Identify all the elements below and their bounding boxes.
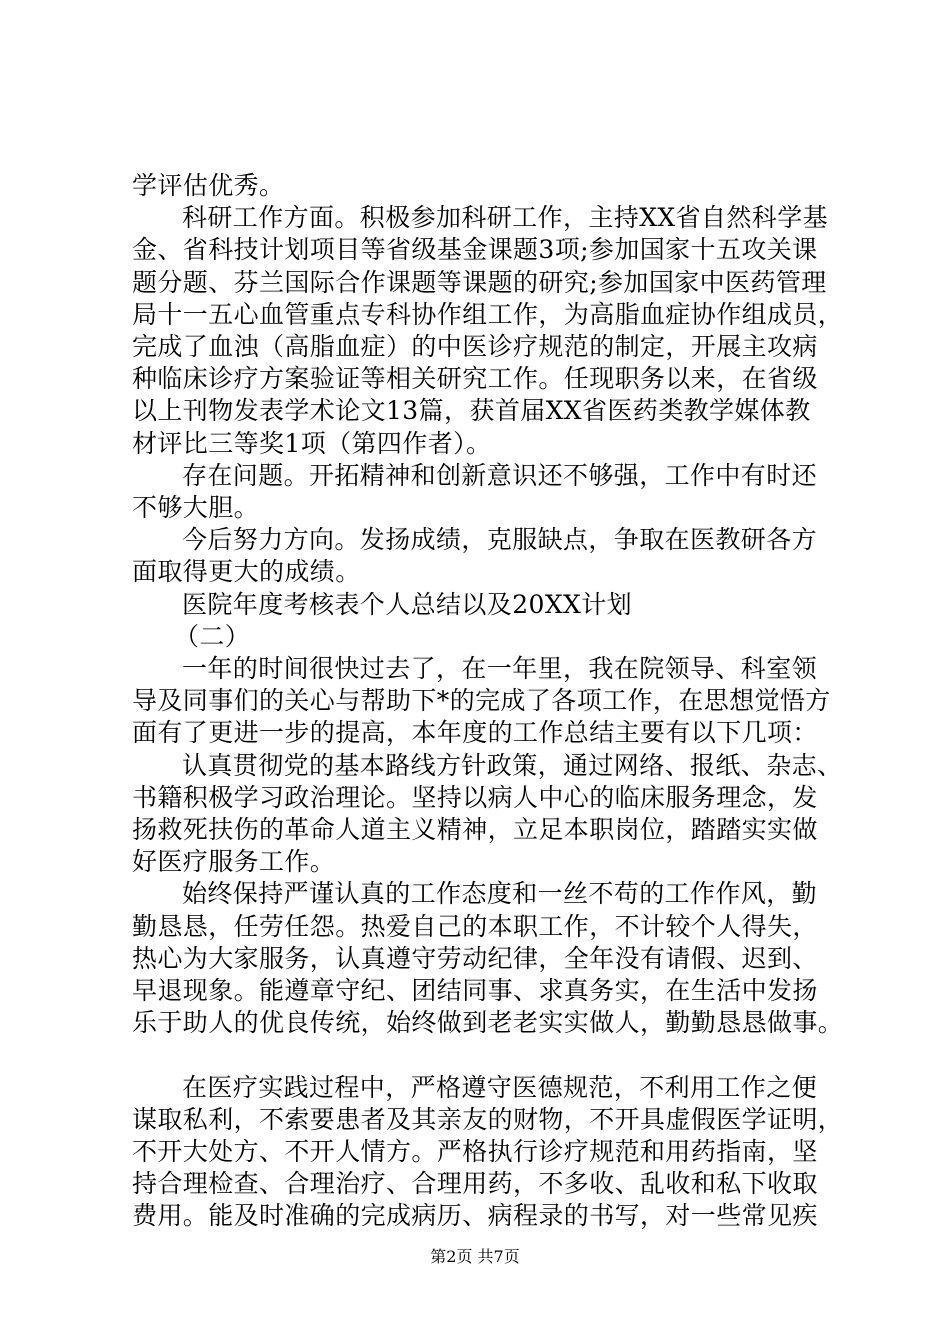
text-line: 费用。能及时准确的完成病历、病程录的书写，对一些常见疾 bbox=[132, 1201, 818, 1231]
text-line: 题分题、芬兰国际合作课题等课题的研究;参加国家中医药管理 bbox=[132, 267, 827, 297]
text-line: 热心为大家服务，认真遵守劳动纪律，全年没有请假、迟到、 bbox=[132, 943, 818, 973]
text-line: 面有了更进一步的提高，本年度的工作总结主要有以下几项： bbox=[132, 718, 818, 748]
text-line: 始终保持严谨认真的工作态度和一丝不苟的工作作风，勤 bbox=[182, 879, 818, 909]
text-line: 不开大处方、不开人情方。严格执行诊疗规范和用药指南，坚 bbox=[132, 1137, 818, 1166]
text-line: 局十一五心血管重点专科协作组工作，为高脂血症协作组成员， bbox=[132, 299, 844, 329]
text-line: 完成了血浊（高脂血症）的中医诊疗规范的制定，开展主攻病 bbox=[132, 332, 818, 361]
page-footer bbox=[0, 1244, 950, 1267]
text-line: 材评比三等奖1项（第四作者）。 bbox=[132, 428, 492, 458]
text-line: 谋取私利，不索要患者及其亲友的财物，不开具虚假医学证明， bbox=[132, 1104, 844, 1134]
text-line: 医院年度考核表个人总结以及20XX计划 bbox=[182, 589, 633, 619]
text-line: 勤恳恳，任劳任怨。热爱自己的本职工作，不计较个人得失， bbox=[132, 911, 818, 941]
text-line: 书籍积极学习政治理论。坚持以病人中心的临床服务理念，发 bbox=[132, 782, 818, 812]
text-line: 以上刊物发表学术论文13篇，获首届XX省医药类教学媒体教 bbox=[132, 396, 811, 426]
text-line: 种临床诊疗方案验证等相关研究工作。任现职务以来，在省级 bbox=[132, 364, 818, 394]
text-line: 面取得更大的成绩。 bbox=[132, 557, 361, 587]
text-line: 持合理检查、合理治疗、合理用药，不多收、乱收和私下收取 bbox=[132, 1169, 818, 1199]
text-line: 早退现象。能遵章守纪、团结同事、求真务实，在生活中发扬 bbox=[132, 976, 818, 1005]
text-line: 认真贯彻党的基本路线方针政策，通过网络、报纸、杂志、 bbox=[182, 750, 843, 780]
page-number: 第2页 共7页 bbox=[430, 1247, 520, 1266]
text-line: 导及同事们的关心与帮助下*的完成了各项工作，在思想觉悟方 bbox=[132, 686, 831, 716]
text-line: 乐于助人的优良传统，始终做到老老实实做人，勤勤恳恳做事。 bbox=[132, 1008, 844, 1038]
text-line: 科研工作方面。积极参加科研工作，主持XX省自然科学基 bbox=[182, 203, 828, 233]
text-line: 一年的时间很快过去了，在一年里，我在院领导、科室领 bbox=[182, 654, 818, 683]
text-line: 在医疗实践过程中，严格遵守医德规范，不利用工作之便 bbox=[182, 1072, 818, 1102]
text-line: 不够大胆。 bbox=[132, 493, 260, 522]
text-line: 扬救死扶伤的革命人道主义精神，立足本职岗位，踏踏实实做 bbox=[132, 815, 818, 844]
text-line: 金、省科技计划项目等省级基金课题3项;参加国家十五攻关课 bbox=[132, 235, 818, 265]
text-line: 今后努力方向。发扬成绩，克服缺点，争取在医教研各方 bbox=[182, 525, 818, 555]
text-line: 存在问题。开拓精神和创新意识还不够强，工作中有时还 bbox=[182, 460, 818, 490]
text-line: （二） bbox=[174, 621, 251, 651]
text-line: 学评估优秀。 bbox=[132, 171, 285, 200]
text-line: 好医疗服务工作。 bbox=[132, 847, 336, 877]
